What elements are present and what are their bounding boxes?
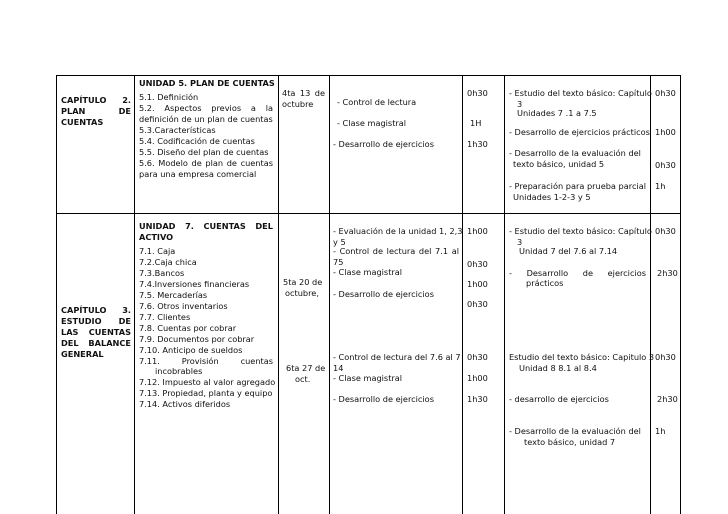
content-line: incobrables xyxy=(155,366,203,376)
table-left-border xyxy=(56,75,57,514)
content-line: para una empresa comercial xyxy=(139,169,257,179)
content-line: 5.1. Definición xyxy=(139,92,199,102)
content-line: 7.3.Bancos xyxy=(139,268,185,278)
column-divider xyxy=(462,75,463,514)
task-line: - Desarrollo de ejercicios prácticos xyxy=(509,127,650,137)
task-line: texto básico, unidad 7 xyxy=(524,437,616,447)
task-line: - desarrollo de ejercicios xyxy=(509,394,609,404)
content-line: 5.4. Codificación de cuentas xyxy=(139,136,255,146)
content-line: 7.11. Provisión cuentas xyxy=(139,356,273,366)
hours-value: 0h30 xyxy=(467,88,488,98)
activity-item: - Control de lectura del 7.1 al xyxy=(333,246,459,256)
content-line: 5.3.Características xyxy=(139,125,216,135)
hours-value: 0h30 xyxy=(467,259,488,269)
hours-value: 1h00 xyxy=(467,226,488,236)
task-line: 3 xyxy=(517,237,523,247)
content-line: 7.5. Mercaderías xyxy=(139,290,208,300)
activity-item: - Evaluación de la unidad 1, 2,3 xyxy=(333,226,463,236)
task-line: - Estudio del texto básico: Capítulo xyxy=(509,226,652,236)
chapter-line: PLAN DE xyxy=(61,106,131,116)
hours-value: 1h30 xyxy=(467,394,488,404)
hours-value: 1h00 xyxy=(467,373,488,383)
unit-title: ACTIVO xyxy=(139,232,174,242)
activity-item: - Clase magistral xyxy=(333,267,403,277)
task-line: - Desarrollo de la evaluación del xyxy=(509,148,641,158)
task-line: - Desarrollo de ejercicios xyxy=(509,268,646,278)
task-line: 3 xyxy=(517,99,523,109)
hours-value: 0h30 xyxy=(467,352,488,362)
hours-value: 1H xyxy=(470,118,482,128)
column-divider xyxy=(278,75,279,514)
chapter-line: DEL BALANCE xyxy=(61,338,131,348)
content-line: 7.1. Caja xyxy=(139,246,176,256)
task-line: Unidades 1-2-3 y 5 xyxy=(513,192,591,202)
activity-item: - Desarrollo de ejercicios xyxy=(333,289,434,299)
content-line: 7.2.Caja chica xyxy=(139,257,197,267)
activity-item: - Desarrollo de ejercicios xyxy=(333,139,434,149)
activity-item: 75 xyxy=(333,257,344,267)
content-line: 5.2. Aspectos previos a la xyxy=(139,103,273,113)
content-line: 7.8. Cuentas por cobrar xyxy=(139,323,237,333)
date-line: 4ta 13 de xyxy=(282,88,325,98)
content-line: 7.12. Impuesto al valor agregado xyxy=(139,377,276,387)
row-divider xyxy=(56,213,681,214)
task-line: Unidad 7 del 7.6 al 7.14 xyxy=(519,246,618,256)
task-line: texto básico, unidad 5 xyxy=(513,159,605,169)
column-divider xyxy=(134,75,135,514)
chapter-line: ESTUDIO DE xyxy=(61,316,131,326)
date-line: oct. xyxy=(295,374,311,384)
activity-item: - Clase magistral xyxy=(337,118,407,128)
chapter-line: CUENTAS xyxy=(61,117,104,127)
hours-value: 1h30 xyxy=(467,139,488,149)
content-line: 7.14. Activos diferidos xyxy=(139,399,231,409)
hours-value: 0h30 xyxy=(655,352,676,362)
activity-item: - Control de lectura del 7.6 al 7 xyxy=(333,352,461,362)
hours-value: 0h30 xyxy=(655,88,676,98)
content-line: 7.9. Documentos por cobrar xyxy=(139,334,255,344)
activity-item: y 5 xyxy=(333,237,346,247)
date-line: 5ta 20 de xyxy=(283,277,323,287)
hours-value: 0h30 xyxy=(655,226,676,236)
task-line: - Preparación para prueba parcial xyxy=(509,181,647,191)
content-line: 5.6. Modelo de plan de cuentas xyxy=(139,158,273,168)
content-line: 7.10. Anticipo de sueldos xyxy=(139,345,243,355)
task-line: - Desarrollo de la evaluación del xyxy=(509,426,641,436)
content-line: 5.5. Diseño del plan de cuentas xyxy=(139,147,269,157)
activity-item: - Desarrollo de ejercicios xyxy=(333,394,434,404)
task-line: Unidades 7 .1 a 7.5 xyxy=(517,108,597,118)
chapter-line: GENERAL xyxy=(61,349,104,359)
unit-title: UNIDAD 7. CUENTAS DEL xyxy=(139,221,273,231)
content-line: 7.7. Clientes xyxy=(139,312,191,322)
date-line: 6ta 27 de xyxy=(286,363,326,373)
hours-value: 2h30 xyxy=(657,394,678,404)
task-line: - Estudio del texto básico: Capítulo xyxy=(509,88,652,98)
hours-value: 2h30 xyxy=(657,268,678,278)
content-line: definición de un plan de cuentas xyxy=(139,114,273,124)
unit-title: UNIDAD 5. PLAN DE CUENTAS xyxy=(139,78,275,88)
hours-value: 1h xyxy=(655,181,666,191)
chapter-line: CAPÍTULO 3. xyxy=(61,305,131,315)
task-line: prácticos xyxy=(526,278,564,288)
content-line: 7.6. Otros inventarios xyxy=(139,301,228,311)
chapter-line: LAS CUENTAS xyxy=(61,327,131,337)
task-line: Estudio del texto básico: Capitulo 3 xyxy=(509,352,655,362)
activity-item: - Control de lectura xyxy=(337,97,417,107)
activity-item: - Clase magistral xyxy=(333,373,403,383)
hours-value: 1h00 xyxy=(467,279,488,289)
content-line: 7.13. Propiedad, planta y equipo xyxy=(139,388,273,398)
hours-value: 1h xyxy=(655,426,666,436)
hours-value: 0h30 xyxy=(655,160,676,170)
task-line: Unidad 8 8.1 al 8.4 xyxy=(519,363,597,373)
chapter-line: CAPÍTULO 2. xyxy=(61,95,131,105)
hours-value: 1h00 xyxy=(655,127,676,137)
table-right-border xyxy=(680,75,681,514)
hours-value: 0h30 xyxy=(467,299,488,309)
date-line: octubre xyxy=(282,99,314,109)
content-line: 7.4.Inversiones financieras xyxy=(139,279,250,289)
date-line: octubre, xyxy=(285,288,319,298)
activity-item: 14 xyxy=(333,363,344,373)
column-divider xyxy=(329,75,330,514)
column-divider xyxy=(650,75,651,514)
column-divider xyxy=(504,75,505,514)
table-top-border xyxy=(56,75,681,76)
